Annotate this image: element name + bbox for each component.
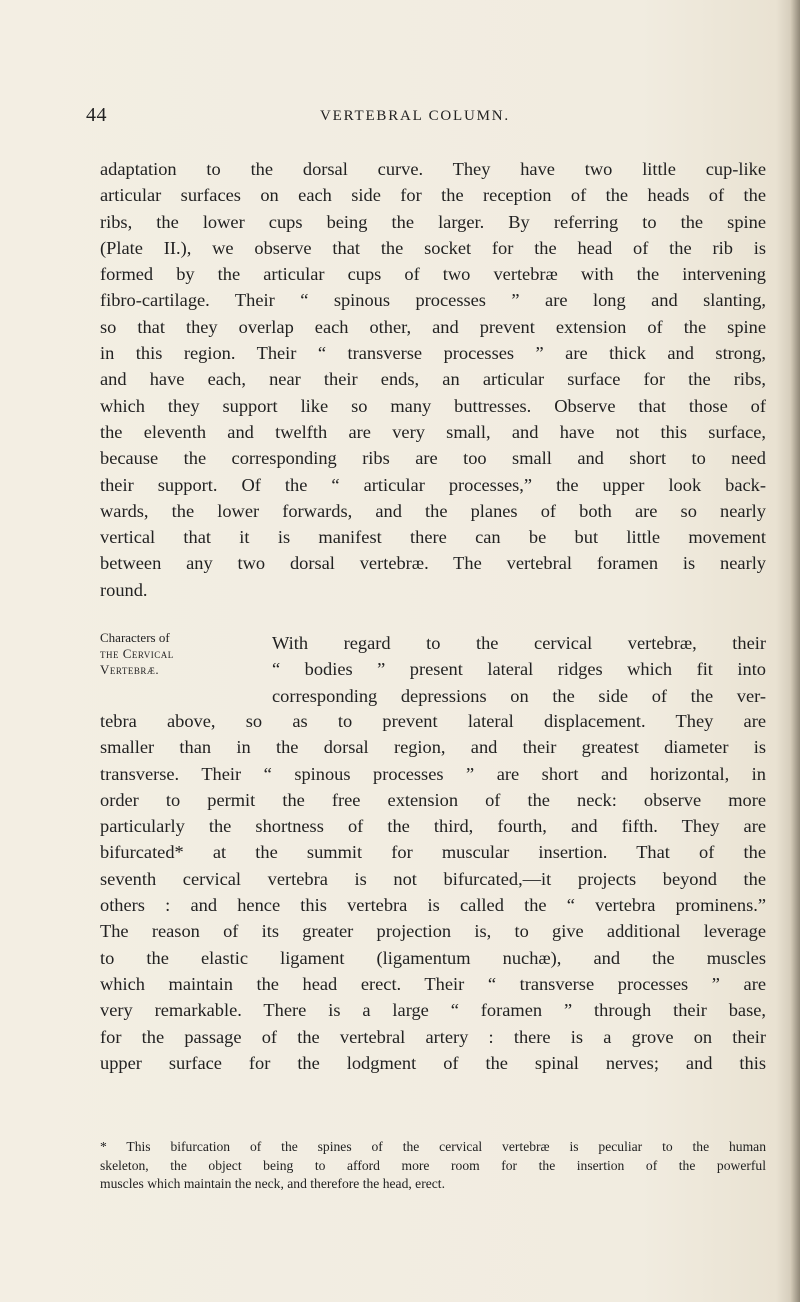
text-line: and have each, near their ends, an articular surface for the ribs, [100, 369, 766, 390]
text-line: wards, the lower forwards, and the planes of both are so nearly [100, 500, 766, 521]
text-line: formed by the articular cups of two vertebræ with the intervening [100, 264, 766, 285]
text-line: smaller than in the dorsal region, and their greatest diameter is [100, 737, 766, 758]
text-line: “ bodies ” present lateral ridges which fit into [272, 659, 766, 680]
text-line: transverse. Their “ spinous processes ” are short and horizontal, in [100, 763, 766, 784]
page-edge-shadow [790, 0, 800, 1302]
paragraph-cervical-vertebrae [100, 708, 766, 1076]
marginal-note-line: Characters of [100, 630, 170, 645]
page-number: 44 [86, 104, 107, 126]
footnote [100, 1138, 766, 1194]
marginal-note-line: Vertebræ. [100, 662, 160, 677]
text-line: adaptation to the dorsal curve. They have two little cup-like [100, 159, 766, 179]
running-title: VERTEBRAL COLUMN. [320, 108, 510, 124]
text-line: their support. Of the “ articular processes,” the upper look back- [100, 474, 766, 495]
text-line: particularly the shortness of the third, fourth, and fifth. They are [100, 816, 766, 837]
paragraph-cervical-intro [272, 630, 766, 709]
text-line: vertical that it is manifest there can be but little movement [100, 527, 766, 548]
text-line: ribs, the lower cups being the larger. By referring to the spine [100, 211, 766, 232]
text-line: fibro-cartilage. Their “ spinous processes ” are long and slanting, [100, 290, 766, 311]
text-line: very remarkable. There is a large “ foramen ” through their base, [100, 1000, 766, 1021]
text-line: which maintain the head erect. Their “ transverse processes ” are [100, 973, 766, 994]
footnote-line: muscles which maintain the neck, and therefore the head, erect. [100, 1176, 445, 1191]
text-line: so that they overlap each other, and prevent extension of the spine [100, 316, 766, 337]
text-line: in this region. Their “ transverse processes ” are thick and strong, [100, 343, 766, 364]
text-line: round. [100, 579, 148, 600]
paragraph-dorsal-vertebrae [100, 156, 766, 603]
text-line: upper surface for the lodgment of the spinal nerves; and this [100, 1052, 766, 1073]
text-line: between any two dorsal vertebræ. The vertebral foramen is nearly [100, 553, 766, 574]
marginal-note [100, 630, 252, 678]
text-line: corresponding depressions on the side of the ver- [272, 685, 766, 706]
footnote-line: skeleton, the object being to afford more room for the insertion of the powerful [100, 1157, 766, 1173]
page-header [0, 104, 800, 132]
text-line: articular surfaces on each side for the reception of the heads of the [100, 185, 766, 206]
text-line: (Plate II.), we observe that the socket for the head of the rib is [100, 237, 766, 258]
text-line: others : and hence this vertebra is called the “ vertebra prominens.” [100, 895, 766, 916]
text-line: The reason of its greater projection is, to give additional leverage [100, 921, 766, 942]
text-line: because the corresponding ribs are too small and short to need [100, 448, 766, 469]
text-line: to the elastic ligament (ligamentum nuchæ), and the muscles [100, 947, 766, 968]
text-line: tebra above, so as to prevent lateral displacement. They are [100, 711, 766, 731]
text-line: order to permit the free extension of the neck: observe more [100, 789, 766, 810]
text-line: seventh cervical vertebra is not bifurcated,—it projects beyond the [100, 868, 766, 889]
text-line: the eleventh and twelfth are very small, and have not this surface, [100, 421, 766, 442]
text-line: With regard to the cervical vertebræ, their [272, 633, 766, 653]
text-line: for the passage of the vertebral artery : there is a grove on their [100, 1026, 766, 1047]
text-line: bifurcated* at the summit for muscular insertion. That of the [100, 842, 766, 863]
text-line: which they support like so many buttresses. Observe that those of [100, 395, 766, 416]
footnote-line: * This bifurcation of the spines of the cervical vertebræ is peculiar to the human [100, 1139, 766, 1154]
marginal-note-line: the Cervical [100, 646, 174, 661]
